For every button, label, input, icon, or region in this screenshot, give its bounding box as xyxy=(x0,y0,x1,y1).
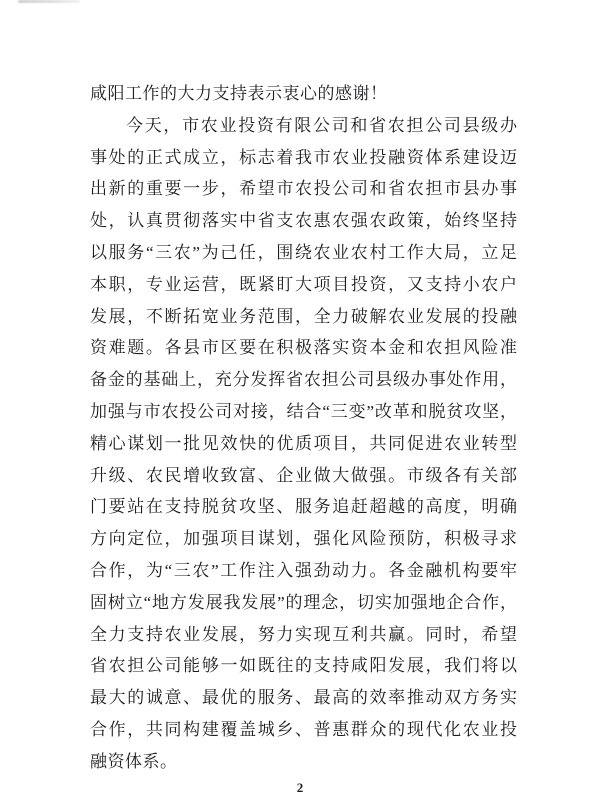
text-line: 升级、农民增收致富、企业做大做强。市级各有关部 xyxy=(90,465,517,485)
text-line: 处，认真贯彻落实中省支农惠农强农政策，始终坚持 xyxy=(90,211,517,231)
text-line: 融资体系。 xyxy=(90,751,178,771)
text-line: 全力支持农业发展，努力实现互利共赢。同时，希望 xyxy=(90,624,517,644)
text-line: 合作，为“三农”工作注入强劲动力。各金融机构要牢 xyxy=(90,560,517,580)
text-line: 省农担公司能够一如既往的支持咸阳发展，我们将以 xyxy=(90,656,517,676)
text-line: 加强与市农投公司对接，结合“三变”改革和脱贫攻坚， xyxy=(90,401,517,421)
text-line: 本职，专业运营，既紧盯大项目投资，又支持小农户 xyxy=(90,274,517,294)
text-line: 备金的基础上，充分发挥省农担公司县级办事处作用， xyxy=(90,370,517,390)
text-line: 咸阳工作的大力支持表示衷心的感谢！ xyxy=(90,84,388,103)
text-line: 发展，不断拓宽业务范围，全力破解农业发展的投融 xyxy=(90,306,517,326)
text-line: 精心谋划一批见效快的优质项目，共同促进农业转型 xyxy=(90,433,517,453)
text-line: 事处的正式成立，标志着我市农业投融资体系建设迈 xyxy=(90,147,517,167)
text-line: 合作，共同构建覆盖城乡、普惠群众的现代化农业投 xyxy=(90,719,517,739)
document-body xyxy=(90,78,517,778)
text-line: 以服务“三农”为己任，围绕农业农村工作大局，立足 xyxy=(90,242,517,262)
text-line: 固树立“地方发展我发展”的理念，切实加强地企合作， xyxy=(90,592,517,612)
text-line: 最大的诚意、最优的服务、最高的效率推动双方务实 xyxy=(90,688,517,708)
text-line: 门要站在支持脱贫攻坚、服务追赶超越的高度，明确 xyxy=(90,497,517,517)
text-line: 方向定位，加强项目谋划，强化风险预防，积极寻求 xyxy=(90,529,517,549)
page-number: 2 xyxy=(296,780,304,795)
text-line: 出新的重要一步，希望市农投公司和省农担市县办事 xyxy=(90,179,517,199)
text-line: 今天，市农业投资有限公司和省农担公司县级办 xyxy=(126,115,517,135)
text-line: 资难题。各县市区要在积极落实资本金和农担风险准 xyxy=(90,338,517,358)
scan-artifact-smudge xyxy=(18,0,80,3)
